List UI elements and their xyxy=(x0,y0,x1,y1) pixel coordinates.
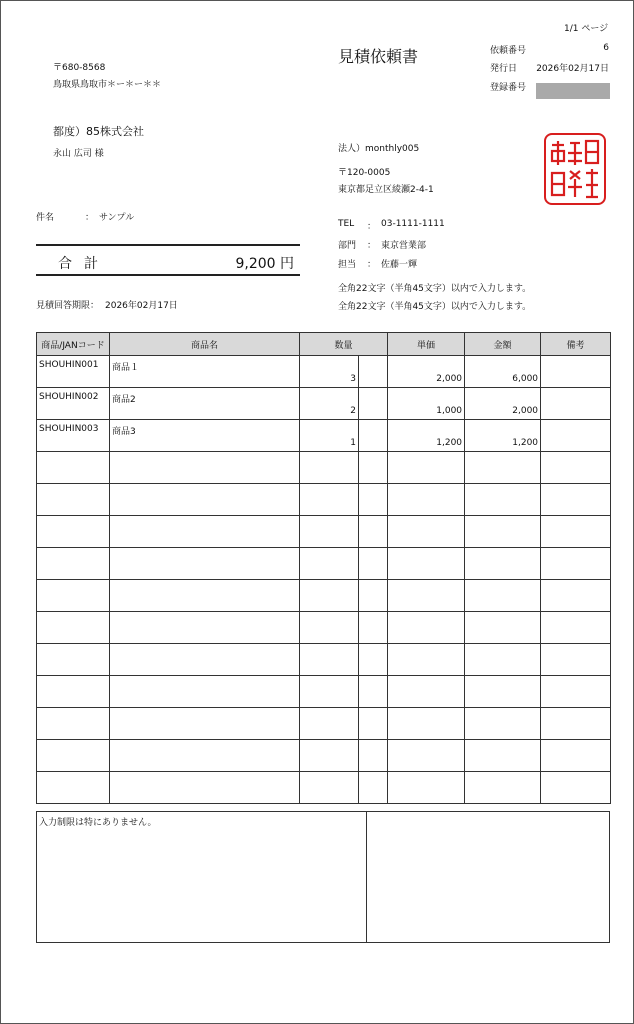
empty-cell xyxy=(359,612,388,644)
cell-amount-text: 1,200 xyxy=(512,438,539,448)
cell-code xyxy=(37,420,110,452)
empty-cell xyxy=(37,644,110,676)
table-row-empty xyxy=(37,516,611,548)
empty-cell xyxy=(110,452,300,484)
empty-cell xyxy=(110,484,300,516)
cell-amount-text: 6,000 xyxy=(512,374,539,384)
empty-cell xyxy=(110,740,300,772)
deadline-label: 見積回答期限： xyxy=(36,301,100,311)
sender-note-1: 全角22文字（半角45文字）以内で入力します。 xyxy=(338,284,532,294)
table-row-empty xyxy=(37,548,611,580)
cell-price xyxy=(388,356,465,388)
issue-date-value: 2026年02月17日 xyxy=(536,64,609,74)
empty-cell xyxy=(359,676,388,708)
person-value: 佐藤一輝 xyxy=(381,260,418,270)
cell-name-text: 商品１ xyxy=(112,363,140,373)
cell-price xyxy=(388,420,465,452)
cell-qty-text: 1 xyxy=(350,438,356,448)
empty-cell xyxy=(300,548,359,580)
empty-cell xyxy=(541,484,611,516)
empty-cell xyxy=(37,548,110,580)
cell-note xyxy=(541,388,611,420)
table-row-empty xyxy=(37,644,611,676)
subject-label: 件名 xyxy=(36,213,55,223)
empty-cell xyxy=(541,740,611,772)
cell-amount xyxy=(465,356,541,388)
empty-cell xyxy=(359,484,388,516)
company-seal xyxy=(544,133,606,205)
empty-cell xyxy=(465,516,541,548)
empty-cell xyxy=(300,676,359,708)
cell-code xyxy=(37,388,110,420)
table-header-row xyxy=(37,333,611,356)
cell-code xyxy=(37,356,110,388)
dept-label: 部門 xyxy=(338,241,357,251)
header-amount: 金額 xyxy=(465,333,541,356)
empty-cell xyxy=(388,612,465,644)
document-title: 見積依頼書 xyxy=(338,47,419,66)
empty-cell xyxy=(465,484,541,516)
subject-value: サンプル xyxy=(99,213,135,223)
empty-cell xyxy=(300,772,359,804)
empty-cell xyxy=(465,772,541,804)
tel-label: TEL xyxy=(338,219,355,229)
table-row-empty xyxy=(37,580,611,612)
table-row xyxy=(37,388,611,420)
empty-cell xyxy=(541,644,611,676)
header-code: 商品/JANコード xyxy=(37,333,110,356)
registration-no-label: 登録番号 xyxy=(490,83,527,93)
empty-cell xyxy=(359,548,388,580)
cell-name xyxy=(110,356,300,388)
cell-code-text: SHOUHIN002 xyxy=(39,392,99,402)
empty-cell xyxy=(541,772,611,804)
table-body xyxy=(37,356,611,804)
empty-cell xyxy=(359,644,388,676)
empty-cell xyxy=(388,452,465,484)
empty-cell xyxy=(359,452,388,484)
empty-cell xyxy=(110,644,300,676)
empty-cell xyxy=(37,612,110,644)
empty-cell xyxy=(300,516,359,548)
cell-qty xyxy=(300,420,359,452)
empty-cell xyxy=(359,516,388,548)
page-indicator: 1/1 ページ xyxy=(564,24,609,34)
request-no-label: 依頼番号 xyxy=(490,46,527,56)
issue-date-label: 発行日 xyxy=(490,64,518,74)
empty-cell xyxy=(465,676,541,708)
cell-code-text: SHOUHIN001 xyxy=(39,360,99,370)
remarks-divider xyxy=(366,812,367,942)
header-qty: 数量 xyxy=(300,333,388,356)
recipient-company: 都度）85株式会社 xyxy=(53,125,144,138)
tel-sep: ： xyxy=(367,222,377,232)
empty-cell xyxy=(465,452,541,484)
table-row-empty xyxy=(37,676,611,708)
sender-postal: 〒120-0005 xyxy=(338,168,391,178)
tel-value: 03-1111-1111 xyxy=(381,219,445,229)
empty-cell xyxy=(110,516,300,548)
empty-cell xyxy=(300,612,359,644)
empty-cell xyxy=(388,516,465,548)
cell-price-text: 2,000 xyxy=(436,374,463,384)
empty-cell xyxy=(465,740,541,772)
empty-cell xyxy=(388,772,465,804)
empty-cell xyxy=(110,772,300,804)
cell-code-text: SHOUHIN003 xyxy=(39,424,99,434)
empty-cell xyxy=(388,676,465,708)
empty-cell xyxy=(300,740,359,772)
empty-cell xyxy=(110,580,300,612)
cell-amount xyxy=(465,388,541,420)
empty-cell xyxy=(110,548,300,580)
empty-cell xyxy=(37,516,110,548)
empty-cell xyxy=(110,676,300,708)
empty-cell xyxy=(300,484,359,516)
table-row-empty xyxy=(37,708,611,740)
cell-unit xyxy=(359,388,388,420)
total-label: 合計 xyxy=(58,256,110,272)
header-note: 備考 xyxy=(541,333,611,356)
recipient-person: 永山 広司 様 xyxy=(53,149,104,159)
total-value: 9,200 円 xyxy=(235,256,294,272)
empty-cell xyxy=(388,644,465,676)
recipient-address: 鳥取県鳥取市＊ー＊ー＊＊ xyxy=(53,80,162,90)
cell-price-text: 1,000 xyxy=(436,406,463,416)
empty-cell xyxy=(359,708,388,740)
table-row xyxy=(37,420,611,452)
empty-cell xyxy=(541,580,611,612)
table-row-empty xyxy=(37,452,611,484)
cell-qty-text: 2 xyxy=(350,406,356,416)
empty-cell xyxy=(465,708,541,740)
sender-company: 法人）monthly005 xyxy=(338,144,420,154)
empty-cell xyxy=(388,708,465,740)
empty-cell xyxy=(37,452,110,484)
registration-no-redacted xyxy=(536,83,610,99)
cell-unit xyxy=(359,356,388,388)
empty-cell xyxy=(37,740,110,772)
dept-sep: ： xyxy=(367,241,377,251)
cell-amount-text: 2,000 xyxy=(512,406,539,416)
sender-address: 東京都足立区綾瀬2-4-1 xyxy=(338,185,434,195)
empty-cell xyxy=(359,740,388,772)
cell-price-text: 1,200 xyxy=(436,438,463,448)
items-table xyxy=(36,332,611,804)
cell-qty xyxy=(300,388,359,420)
empty-cell xyxy=(541,548,611,580)
empty-cell xyxy=(37,484,110,516)
empty-cell xyxy=(388,580,465,612)
empty-cell xyxy=(541,516,611,548)
empty-cell xyxy=(541,676,611,708)
table-row-empty xyxy=(37,484,611,516)
cell-price xyxy=(388,388,465,420)
empty-cell xyxy=(110,612,300,644)
cell-qty-text: 3 xyxy=(350,374,356,384)
subject-sep: ： xyxy=(85,213,95,223)
cell-name xyxy=(110,420,300,452)
person-sep: ： xyxy=(367,260,377,270)
table-row xyxy=(37,356,611,388)
header-price: 単価 xyxy=(388,333,465,356)
empty-cell xyxy=(300,644,359,676)
cell-unit xyxy=(359,420,388,452)
empty-cell xyxy=(37,676,110,708)
header-name: 商品名 xyxy=(110,333,300,356)
empty-cell xyxy=(465,644,541,676)
table-row-empty xyxy=(37,740,611,772)
empty-cell xyxy=(541,612,611,644)
empty-cell xyxy=(541,708,611,740)
empty-cell xyxy=(300,708,359,740)
cell-qty xyxy=(300,356,359,388)
dept-value: 東京営業部 xyxy=(381,241,427,251)
cell-note xyxy=(541,356,611,388)
person-label: 担当 xyxy=(338,260,357,270)
seal-stamp-graphic xyxy=(546,135,604,203)
cell-name xyxy=(110,388,300,420)
cell-name-text: 商品2 xyxy=(112,395,136,405)
cell-amount xyxy=(465,420,541,452)
empty-cell xyxy=(37,708,110,740)
empty-cell xyxy=(300,452,359,484)
empty-cell xyxy=(388,484,465,516)
deadline-value: 2026年02月17日 xyxy=(105,301,178,311)
remarks-box xyxy=(36,811,610,943)
table-row-empty xyxy=(37,612,611,644)
request-no-value: 6 xyxy=(603,43,609,53)
empty-cell xyxy=(37,580,110,612)
empty-cell xyxy=(37,772,110,804)
table-row-empty xyxy=(37,772,611,804)
empty-cell xyxy=(359,580,388,612)
empty-cell xyxy=(465,612,541,644)
sender-note-2: 全角22文字（半角45文字）以内で入力します。 xyxy=(338,302,532,312)
empty-cell xyxy=(110,708,300,740)
total-box xyxy=(36,244,300,276)
empty-cell xyxy=(388,548,465,580)
empty-cell xyxy=(465,548,541,580)
recipient-postal: 〒680-8568 xyxy=(53,63,106,73)
cell-name-text: 商品3 xyxy=(112,427,136,437)
empty-cell xyxy=(388,740,465,772)
empty-cell xyxy=(300,580,359,612)
cell-note xyxy=(541,420,611,452)
empty-cell xyxy=(359,772,388,804)
empty-cell xyxy=(465,580,541,612)
remarks-text: 入力制限は特にありません。 xyxy=(39,818,157,828)
empty-cell xyxy=(541,452,611,484)
